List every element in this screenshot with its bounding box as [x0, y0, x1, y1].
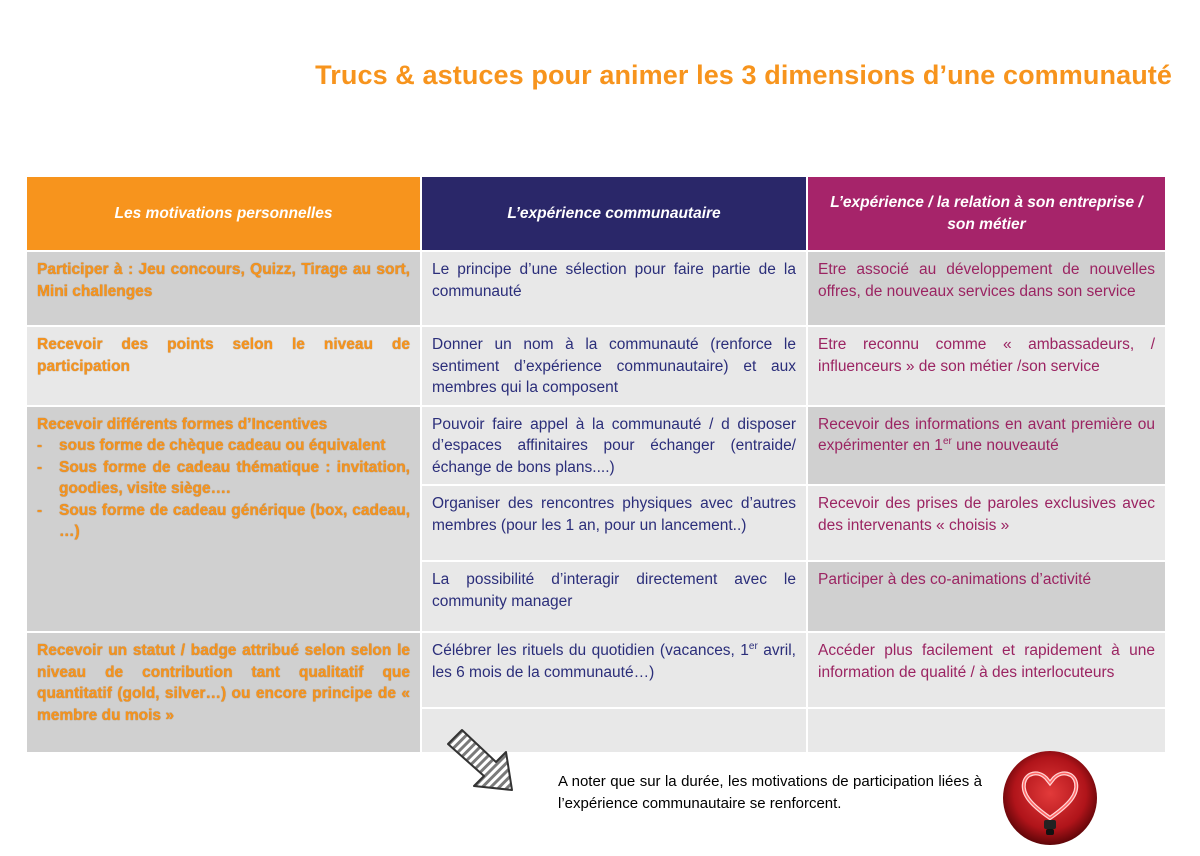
header-row [26, 176, 1166, 251]
table-row [26, 632, 1166, 708]
dimensions-table [25, 175, 1167, 754]
cell-motivation: Recevoir des points selon le niveau de participation [26, 326, 421, 406]
header-experience-communautaire: L’expérience communautaire [421, 176, 807, 251]
list-item: - sous forme de chèque cadeau ou équivalent [59, 435, 410, 457]
page-title: Trucs & astuces pour animer les 3 dimensions d’une communauté [315, 60, 1172, 90]
cell-entreprise: Participer à des co-animations d’activité [807, 561, 1166, 632]
table-row [26, 406, 1166, 486]
cell-entreprise: Etre associé au développement de nouvelles offres, de nouveaux services dans son service [807, 251, 1166, 326]
table-row [26, 326, 1166, 406]
cell-entreprise: Accéder plus facilement et rapidement à une information de qualité / à des interlocuteurs [807, 632, 1166, 708]
cell-communautaire: Donner un nom à la communauté (renforce le sentiment d’expérience communautaire) et aux membres qui la composent [421, 326, 807, 406]
heart-bulb-icon [1002, 750, 1098, 846]
header-motivations: Les motivations personnelles [26, 176, 421, 251]
list-item: - Sous forme de cadeau générique (box, cadeau, …) [59, 500, 410, 543]
cell-communautaire: Célébrer les rituels du quotidien (vacances, 1er avril, les 6 mois de la communauté…) [421, 632, 807, 708]
arrow-down-right-icon [446, 728, 524, 794]
incentives-title: Recevoir différents formes d’Incentives [37, 415, 328, 433]
cell-communautaire: Pouvoir faire appel à la communauté / d disposer d’espaces affinitaires pour échanger (entraide/ échange de bons plans....) [421, 406, 807, 486]
cell-motivation: Participer à : Jeu concours, Quizz, Tirage au sort, Mini challenges [26, 251, 421, 326]
incentives-list [37, 435, 410, 543]
table-row [26, 251, 1166, 326]
cell-motivation-incentives [26, 406, 421, 633]
cell-entreprise: Recevoir des prises de paroles exclusives avec des intervenants « choisis » [807, 485, 1166, 561]
cell-entreprise: Recevoir des informations en avant première ou expérimenter en 1er une nouveauté [807, 406, 1166, 486]
cell-communautaire: Le principe d’une sélection pour faire partie de la communauté [421, 251, 807, 326]
cell-communautaire: La possibilité d’interagir directement avec le community manager [421, 561, 807, 632]
cell-empty [807, 708, 1166, 753]
cell-entreprise: Etre reconnu comme « ambassadeurs, / influenceurs » de son métier /son service [807, 326, 1166, 406]
header-experience-entreprise: L’expérience / la relation à son entreprise / son métier [807, 176, 1166, 251]
note-text: A noter que sur la durée, les motivations de participation liées à l’expérience communautaire se renforcent. [558, 773, 982, 812]
cell-communautaire: Organiser des rencontres physiques avec d’autres membres (pour les 1 an, pour un lancement..) [421, 485, 807, 561]
cell-motivation: Recevoir un statut / badge attribué selon selon le niveau de contribution tant qualitatif que quantitatif (gold, silver…) ou encore principe de « membre du mois » [26, 632, 421, 753]
list-item: - Sous forme de cadeau thématique : invitation, goodies, visite siège…. [59, 457, 410, 500]
